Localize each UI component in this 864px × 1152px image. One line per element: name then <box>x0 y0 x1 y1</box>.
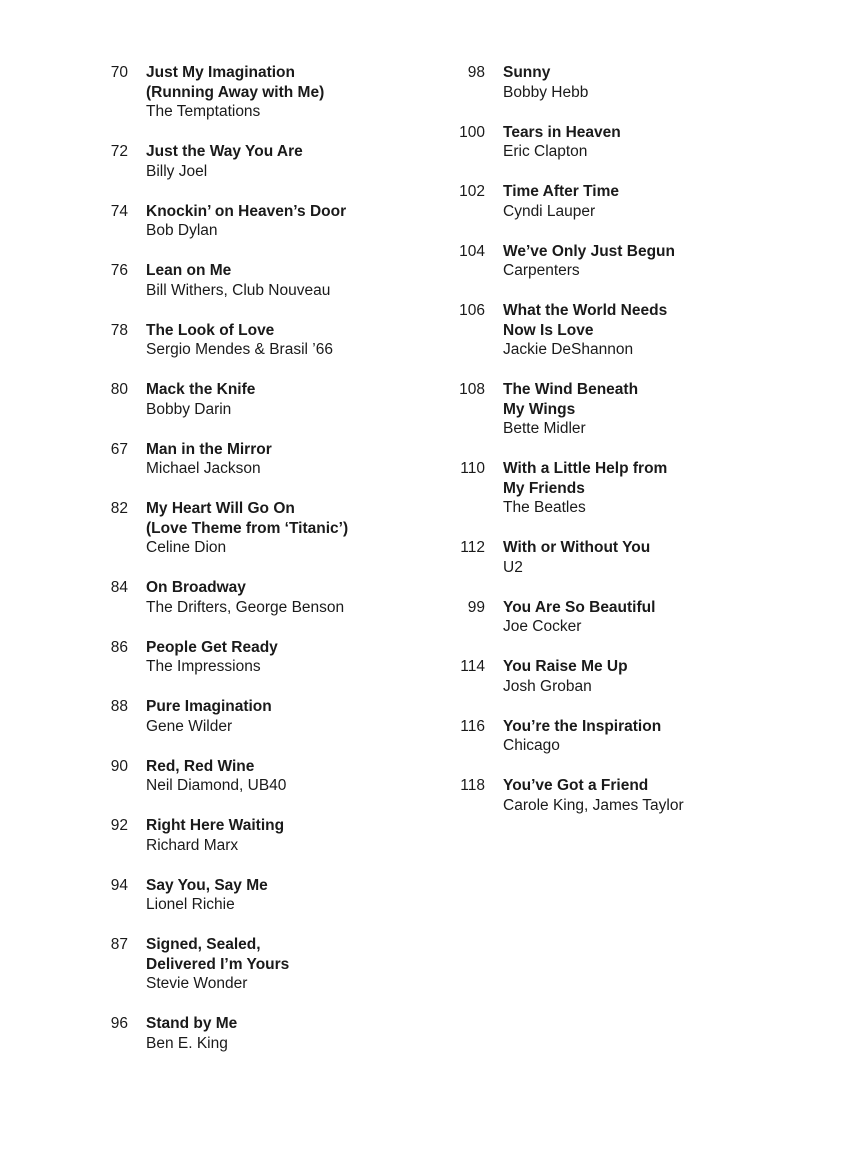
page-number: 78 <box>110 321 128 339</box>
entry-text <box>146 1014 436 1053</box>
song-title: Sunny <box>503 64 551 81</box>
entry-text <box>146 202 436 241</box>
page-number: 108 <box>459 381 485 398</box>
toc-column-left <box>96 63 436 1053</box>
toc-entry <box>453 301 833 360</box>
toc-entry <box>96 63 436 122</box>
song-title: Tears in Heaven <box>503 123 621 141</box>
page-number: 70 <box>110 64 128 81</box>
toc-entry <box>453 776 833 815</box>
artist-name: Billy Joel <box>146 162 208 180</box>
song-title: Knockin’ on Heaven’s Door <box>146 202 347 220</box>
artist-name: Gene Wilder <box>146 717 233 735</box>
page-number: 96 <box>110 1015 128 1032</box>
toc-entry <box>453 123 833 162</box>
song-title: On Broadway <box>146 579 246 596</box>
page-number: 86 <box>110 638 128 656</box>
artist-name: Bobby Hebb <box>503 83 589 101</box>
entry-text <box>503 657 833 696</box>
toc-entry <box>96 578 436 617</box>
toc-entry <box>453 717 833 756</box>
entry-text <box>146 578 436 617</box>
artist-name: Cyndi Lauper <box>503 202 596 220</box>
page-number: 110 <box>460 460 485 477</box>
song-title: Just My Imagination (Running Away with Me) <box>146 64 325 101</box>
artist-name: The Beatles <box>503 499 586 516</box>
entry-text <box>503 182 833 221</box>
artist-name: Josh Groban <box>503 677 592 695</box>
song-title: Signed, Sealed, Delivered I’m Yours <box>146 936 290 973</box>
page-number: 114 <box>460 658 485 675</box>
page-number: 112 <box>460 539 485 556</box>
song-title: With a Little Help from My Friends <box>503 460 668 497</box>
song-title: Right Here Waiting <box>146 817 285 834</box>
entry-text <box>146 935 436 994</box>
artist-name: Stevie Wonder <box>146 975 248 992</box>
song-title: With or Without You <box>503 539 651 556</box>
song-title: You’re the Inspiration <box>503 717 662 735</box>
page-number: 102 <box>459 183 485 200</box>
entry-text <box>146 440 436 479</box>
page-number: 72 <box>110 143 128 160</box>
artist-name: Carole King, James Taylor <box>503 796 684 814</box>
page-number: 94 <box>110 876 128 894</box>
toc-entry <box>96 261 436 300</box>
song-title: Red, Red Wine <box>146 757 255 775</box>
artist-name: The Impressions <box>146 658 261 675</box>
entry-text <box>146 380 436 419</box>
artist-name: Chicago <box>503 737 560 754</box>
artist-name: Lionel Richie <box>146 896 235 913</box>
toc-entry <box>96 499 436 558</box>
song-title: You Raise Me Up <box>503 658 628 675</box>
artist-name: Bobby Darin <box>146 400 232 418</box>
toc-entry <box>453 380 833 439</box>
page-number: 82 <box>110 500 128 517</box>
page-number: 80 <box>110 381 128 398</box>
page-number: 76 <box>110 262 128 279</box>
toc-entry <box>96 202 436 241</box>
toc-entry <box>453 63 833 102</box>
artist-name: Eric Clapton <box>503 143 588 160</box>
toc-entry <box>96 876 436 915</box>
toc-column-right <box>453 63 833 815</box>
page-number: 84 <box>110 579 128 596</box>
artist-name: Sergio Mendes & Brasil ’66 <box>146 341 333 358</box>
toc-entry <box>96 638 436 677</box>
entry-text <box>503 242 833 281</box>
page-number: 99 <box>467 598 485 616</box>
artist-name: Bill Withers, Club Nouveau <box>146 281 331 299</box>
entry-text <box>503 717 833 756</box>
artist-name: Richard Marx <box>146 836 239 854</box>
song-title: People Get Ready <box>146 638 278 656</box>
artist-name: U2 <box>503 558 523 576</box>
entry-text <box>146 876 436 915</box>
entry-text <box>503 776 833 815</box>
toc-entry <box>96 757 436 796</box>
song-title: Stand by Me <box>146 1015 238 1032</box>
entry-text <box>503 538 833 577</box>
entry-text <box>146 638 436 677</box>
entry-text <box>146 63 436 122</box>
entry-text <box>503 380 833 439</box>
page-number: 106 <box>459 302 485 319</box>
song-title: The Look of Love <box>146 321 275 339</box>
toc-entry <box>453 182 833 221</box>
entry-text <box>503 598 833 637</box>
toc-entry <box>453 459 833 518</box>
page-number: 104 <box>459 242 485 260</box>
page-number: 100 <box>459 123 485 141</box>
toc-entry <box>96 380 436 419</box>
page-number: 98 <box>467 64 485 81</box>
toc-entry <box>96 321 436 360</box>
song-title: Pure Imagination <box>146 698 272 715</box>
entry-text <box>503 123 833 162</box>
song-title: Lean on Me <box>146 262 232 279</box>
entry-text <box>503 63 833 102</box>
artist-name: Jackie DeShannon <box>503 341 634 358</box>
song-title: The Wind Beneath My Wings <box>503 381 639 418</box>
song-title: My Heart Will Go On (Love Theme from ‘Titanic’) <box>146 500 349 537</box>
entry-text <box>503 301 833 360</box>
entry-text <box>146 499 436 558</box>
artist-name: Carpenters <box>503 262 580 279</box>
page-number: 88 <box>110 698 128 715</box>
artist-name: The Temptations <box>146 103 261 120</box>
toc-entry <box>453 242 833 281</box>
page-number: 118 <box>460 777 485 794</box>
song-title: We’ve Only Just Begun <box>503 242 675 260</box>
song-title: Say You, Say Me <box>146 876 268 894</box>
artist-name: Michael Jackson <box>146 460 261 477</box>
artist-name: Celine Dion <box>146 539 227 556</box>
entry-text <box>146 321 436 360</box>
song-title: Man in the Mirror <box>146 440 272 458</box>
artist-name: Bette Midler <box>503 420 586 437</box>
entry-text <box>146 697 436 736</box>
toc-entry <box>96 816 436 855</box>
song-title: Time After Time <box>503 183 620 200</box>
artist-name: Bob Dylan <box>146 222 218 239</box>
toc-entry <box>96 697 436 736</box>
page-number: 74 <box>110 202 128 220</box>
song-title: You Are So Beautiful <box>503 598 656 616</box>
page-number: 67 <box>110 440 128 458</box>
toc-entry <box>453 598 833 637</box>
toc-entry <box>96 440 436 479</box>
toc-entry <box>96 1014 436 1053</box>
artist-name: The Drifters, George Benson <box>146 598 345 616</box>
song-title: You’ve Got a Friend <box>503 777 649 794</box>
page-number: 116 <box>460 717 485 735</box>
entry-text <box>146 261 436 300</box>
artist-name: Joe Cocker <box>503 618 582 635</box>
entry-text <box>146 757 436 796</box>
toc-entry <box>453 538 833 577</box>
entry-text <box>146 142 436 181</box>
page-number: 90 <box>110 757 128 775</box>
page-number: 87 <box>110 936 128 953</box>
toc-entry <box>96 935 436 994</box>
song-title: Just the Way You Are <box>146 143 303 160</box>
page-number: 92 <box>110 817 128 834</box>
song-title: Mack the Knife <box>146 381 256 398</box>
entry-text <box>503 459 833 518</box>
toc-entry <box>453 657 833 696</box>
artist-name: Neil Diamond, UB40 <box>146 777 287 794</box>
toc-entry <box>96 142 436 181</box>
artist-name: Ben E. King <box>146 1034 228 1052</box>
song-title: What the World Needs Now Is Love <box>503 302 668 339</box>
entry-text <box>146 816 436 855</box>
